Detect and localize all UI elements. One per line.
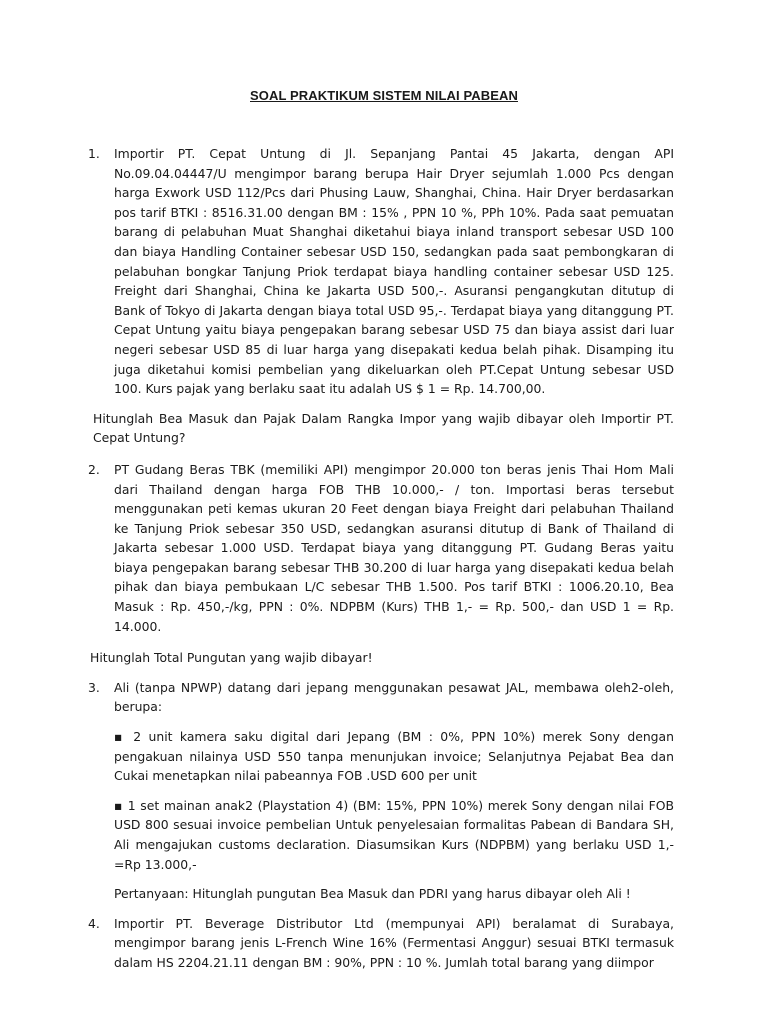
- question-item-3: [90, 678, 674, 717]
- document-body: [90, 144, 674, 973]
- item-number: 2.: [88, 461, 100, 477]
- item-text: Importir PT. Beverage Distributor Ltd (mempunyai API) beralamat di Surabaya, mengimpor barang jenis L-French Wine 16% (Fermentasi Anggur) sesuai BTKI termasuk dalam HS 2204.21.11 dengan BM : 90%, PPN : 10 %. Jumlah total barang yang diimpor: [114, 915, 674, 970]
- item-text: Importir PT. Cepat Untung di Jl. Sepanjang Pantai 45 Jakarta, dengan API No.09.04.04447/U mengimpor barang berupa Hair Dryer sejumlah 1.000 Pcs dengan harga Exwork USD 112/Pcs dari Phusing Lauw, Shanghai, China. Hair Dryer berdasarkan pos tarif BTKI : 8516.31.00 dengan BM : 15% , PPN 10 %, PPh 10%. Pada saat pemuatan barang di pelabuhan Muat Shanghai diketahui biaya inland transport sebesar USD 100 dan biaya Handling Container sebesar USD 150, sedangkan pada saat pembongkaran di pelabuhan bongkar Tanjung Priok terdapat biaya handling container sebesar USD 125. Freight dari Shanghai, China ke Jakarta USD 500,-. Asuransi pengangkutan ditutup di Bank of Tokyo di Jakarta dengan biaya total USD 95,-. Terdapat biaya yang ditanggung PT. Cepat Untung yaitu biaya pengepakan barang sebesar USD 75 dan biaya assist dari luar negeri sebesar USD 85 di luar harga yang disepakati kedua belah pihak. Disamping itu juga diketahui komisi pembelian yang dikeluarkan oleh PT.Cepat Untung sebesar USD 100. Kurs pajak yang berlaku saat itu adalah US $ 1 = Rp. 14.700,00.: [114, 146, 674, 397]
- item-number: 3.: [88, 679, 100, 695]
- item-text: Ali (tanpa NPWP) datang dari jepang menggunakan pesawat JAL, membawa oleh2-oleh, berupa:: [114, 679, 674, 715]
- item-number: 4.: [88, 915, 100, 931]
- sub-item-playstation: ▪ 1 set mainan anak2 (Playstation 4) (BM: 15%, PPN 10%) merek Sony dengan nilai FOB USD 800 sesuai invoice pembelian Untuk penyelesaian formalitas Pabean di Bandara SH, Ali mengajukan customs declaration. Diasumsikan Kurs (NDPBM) yang berlaku USD 1,- =Rp 13.000,-: [114, 797, 674, 872]
- item-question: Hitunglah Total Pungutan yang wajib dibayar!: [90, 650, 373, 666]
- question-item-2: [90, 460, 674, 636]
- document-title: SOAL PRAKTIKUM SISTEM NILAI PABEAN: [250, 88, 518, 103]
- item-question: Pertanyaan: Hitunglah pungutan Bea Masuk dan PDRI yang harus dibayar oleh Ali !: [114, 886, 631, 902]
- question-item-1: [90, 144, 674, 399]
- question-item-4: [90, 914, 674, 973]
- item-number: 1.: [88, 146, 100, 161]
- sub-item-camera: ▪ 2 unit kamera saku digital dari Jepang (BM : 0%, PPN 10%) merek Sony dengan pengakuan nilainya USD 550 tanpa menunjukan invoice; Selanjutnya Pejabat Bea dan Cukai menetapkan nilai pabeannya FOB .USD 600 per unit: [114, 729, 674, 784]
- item-text: PT Gudang Beras TBK (memiliki API) mengimpor 20.000 ton beras jenis Thai Hom Mali dari Thailand dengan harga FOB THB 10.000,- / ton. Importasi beras tersebut menggunakan peti kemas ukuran 20 Feet dengan biaya Freight dari pelabuhan Thailand ke Tanjung Priok sebesar 350 USD, sedangkan asuransi ditutup di Bank of Thailand di Jakarta sebesar 1.000 USD. Terdapat biaya yang ditanggung PT. Gudang Beras yaitu biaya pengepakan barang sebesar THB 30.200 di luar harga yang disepakati kedua belah pihak dan biaya pembukaan L/C sebesar THB 1.500. Pos tarif BTKI : 1006.20.10, Bea Masuk : Rp. 450,-/kg, PPN : 0%. NDPBM (Kurs) THB 1,- = Rp. 500,- dan USD 1 = Rp. 14.000.: [114, 461, 674, 634]
- item-question: Hitunglah Bea Masuk dan Pajak Dalam Rangka Impor yang wajib dibayar oleh Importir PT. Cepat Untung?: [93, 410, 674, 446]
